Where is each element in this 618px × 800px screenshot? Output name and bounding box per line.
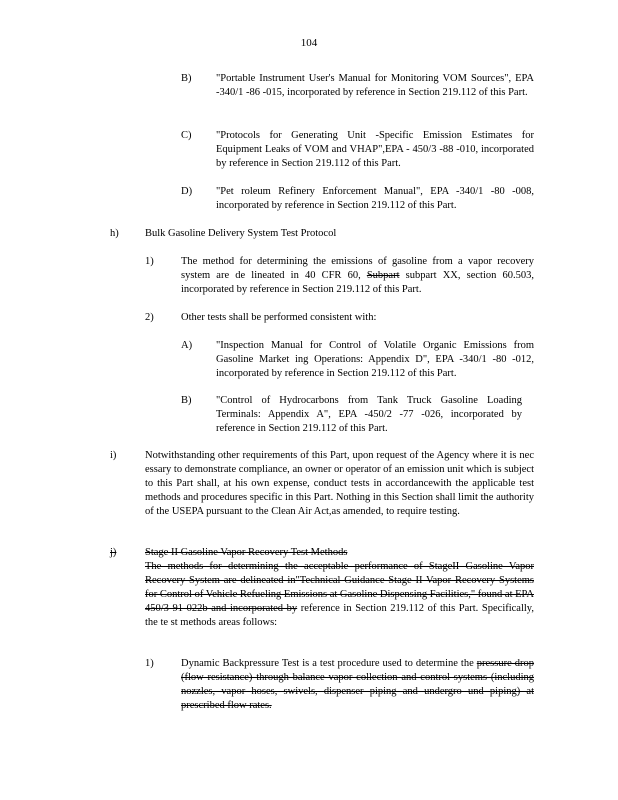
item-text: "Control of Hydrocarbons from Tank Truck Gasoline Loading Terminals: Appendix A", EPA -450/2 -77 -026, incorporated by reference in Section 219.112 of this Part. — [216, 395, 522, 434]
deleted-text: Subpart — [366, 270, 400, 281]
item-text: "Protocols for Generating Unit -Specific Emission Estimates for Equipment Leaks of VOM and VHAP",EPA - 450/3 -88 -010, incorporated by reference in Section 219.112 of this Part. — [216, 130, 534, 169]
item-text: Other tests shall be performed consistent with: — [181, 312, 377, 323]
text-after: subpart XX, section 60.503, incorporated by reference in Section 219.112 of this Part. — [181, 270, 534, 295]
section-text — [145, 546, 534, 630]
deleted-title: Stage II Gasoline Vapor Recovery Test Methods — [145, 547, 348, 558]
item-text: "Portable Instrument User's Manual for Monitoring VOM Sources", EPA -340/1 -86 -015, incorporated by reference in Section 219.112 of this Part. — [216, 73, 534, 98]
item-text — [181, 255, 534, 297]
item-label: 2) — [145, 312, 154, 323]
item-label: A) — [181, 340, 193, 351]
item-label: 1) — [145, 658, 154, 669]
item-label: D) — [181, 186, 193, 197]
item-label: B) — [181, 395, 192, 406]
deleted-text: The methods for determining the acceptable performance of StageII Gasoline Vapor Recovery System are delineated in"Technical Guidance Stage II Vapor Recovery Systems for Control of Vehicle Refueling Emissions at Gasoline Dispensing Facilities," found at EPA 450/3 91 022b and incorporated by — [145, 561, 534, 614]
item-text: "Pet roleum Refinery Enforcement Manual", EPA -340/1 -80 -008, incorporated by reference in Section 219.112 of this Part. — [216, 186, 534, 211]
section-title: Bulk Gasoline Delivery System Test Protocol — [145, 228, 337, 239]
deleted-text: pressure drop (flow resistance) through balance vapor collection and control systems (including nozzles, vapor hoses, swivels, dispenser piping and undergro und piping) at prescribed flow rates. — [181, 658, 535, 711]
section-label: h) — [110, 228, 119, 239]
text: reference in Section 219.112 of this Part. Specifically, the te st methods areas follows: — [145, 603, 534, 628]
section-label: i) — [110, 450, 117, 461]
text-before: The method for determining the emissions of gasoline from a vapor recovery system are de lineated in 40 CFR 60, — [181, 256, 534, 281]
item-label: B) — [181, 73, 192, 84]
item-text — [181, 657, 534, 713]
text: Dynamic Backpressure Test is a test procedure used to determine the — [181, 658, 474, 669]
page-number: 104 — [300, 37, 318, 49]
item-text: "Inspection Manual for Control of Volatile Organic Emissions from Gasoline Market ing Operations: Appendix D", EPA -340/1 -80 -012, incorporated by reference in Section 219.112 of this Part. — [216, 340, 534, 379]
item-label: 1) — [145, 256, 154, 267]
section-text: Notwithstanding other requirements of this Part, upon request of the Agency where it is nec essary to demonstrate compliance, an owner or operator of an emission unit which is subject to this Part shall, at his own expense, conduct tests in accordancewith the applicable test methods and procedures specific in this Part. Nothing in this Section shall limit the authority of the USEPA pursuant to the Clean Air Act,as amended, to require testing. — [145, 450, 534, 517]
section-label: j) — [110, 547, 117, 558]
item-label: C) — [181, 130, 192, 141]
